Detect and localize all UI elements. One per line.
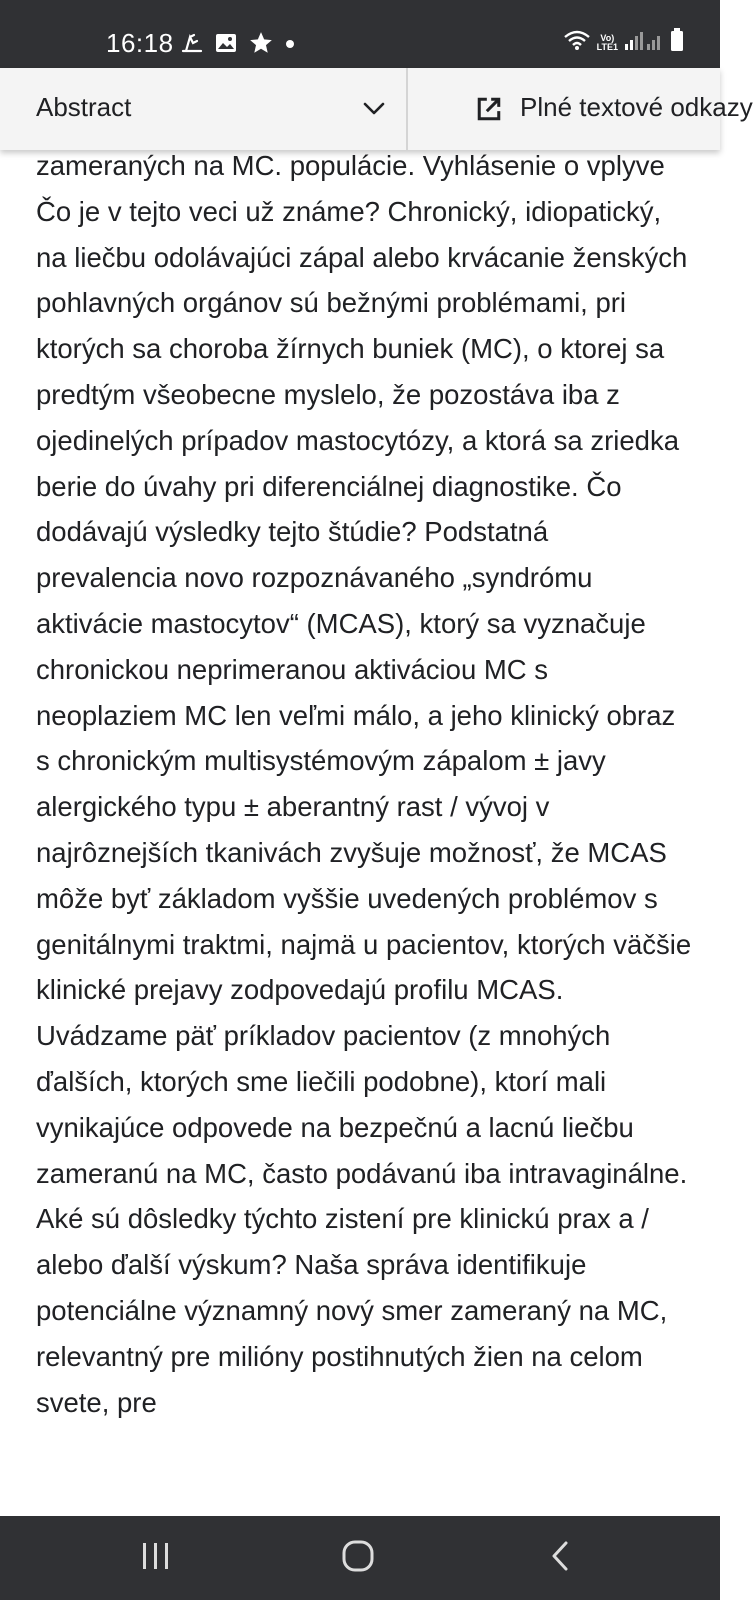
- signal-icon: [624, 30, 664, 55]
- abstract-dropdown[interactable]: [0, 68, 408, 150]
- dot-icon: [284, 37, 296, 55]
- recent-apps-icon: [140, 1541, 172, 1576]
- abstract-text: zameraných na MC. populácie. Vyhlásenie o vplyve Čo je v tejto veci už známe? Chronický, idiopatický, na liečbu odolávajúci zápal alebo krvácanie ženských pohlavných orgánov sú bežnými problémami, pri ktorých sa choroba žírnych buniek (MC), o ktorej sa predtým všeobecne myslelo, že pozostáva iba z ojedinelých prípadov mastocytózy, a ktorá sa zriedka berie do úvahy pri diferenciálnej diagnostike. Čo dodávajú výsledky tejto štúdie? Podstatná prevalencia novo rozpoznávaného „syndrómu aktivácie mastocytov“ (MCAS), ktorý sa vyznačuje chronickou neprimeranou aktiváciou MC s neoplaziem MC len veľmi málo, a jeho klinický obraz s chronickým multisystémovým zápalom ± javy alergického typu ± aberantný rast / vývoj v najrôznejších tkanivách zvyšuje možnosť, že MCAS môže byť základom vyššie uvedených problémov s genitálnymi traktmi, najmä u pacientov, ktorých väčšie klinické prejavy zodpovedajú profilu MCAS. Uvádzame päť príkladov pacientov (z mnohých ďalších, ktorých sme liečili podobne), ktorí mali vynikajúce odpovede na bezpečnú a lacnú liečbu zameranú na MC, často podávanú iba intravaginálne. Aké sú dôsledky týchto zistení pre klinickú prax a / alebo ďalší výskum? Naša správa identifikuje potenciálne významný nový smer zameraný na MC, relevantný pre milióny postihnutých žien na celom svete, pre: [36, 150, 692, 1418]
- volte-label: Vo): [600, 32, 615, 43]
- run-icon: [180, 31, 204, 60]
- fulltext-links-label: Plné textové odkazy: [520, 92, 753, 122]
- battery-icon: [670, 28, 684, 57]
- home-button[interactable]: [318, 1516, 398, 1600]
- image-icon: [214, 31, 238, 60]
- status-time: 16:18: [106, 28, 174, 58]
- abstract-label: Abstract: [36, 92, 132, 122]
- fulltext-links-button[interactable]: [408, 68, 753, 150]
- back-button[interactable]: [520, 1516, 600, 1600]
- chevron-down-icon: [362, 96, 386, 125]
- status-icons: [563, 28, 684, 57]
- status-bar: [0, 0, 720, 68]
- recent-apps-button[interactable]: [116, 1516, 196, 1600]
- article-content[interactable]: [0, 68, 720, 1516]
- wifi-icon: [563, 29, 591, 56]
- external-link-icon: [476, 96, 502, 127]
- star-icon: [248, 30, 274, 61]
- home-icon: [341, 1539, 375, 1578]
- back-icon: [548, 1540, 572, 1577]
- tab-bar: [0, 68, 753, 150]
- lte-label: LTE1: [596, 41, 618, 52]
- network-type-label: [597, 34, 618, 52]
- notification-icons: [180, 30, 296, 61]
- navigation-bar: [0, 1516, 720, 1600]
